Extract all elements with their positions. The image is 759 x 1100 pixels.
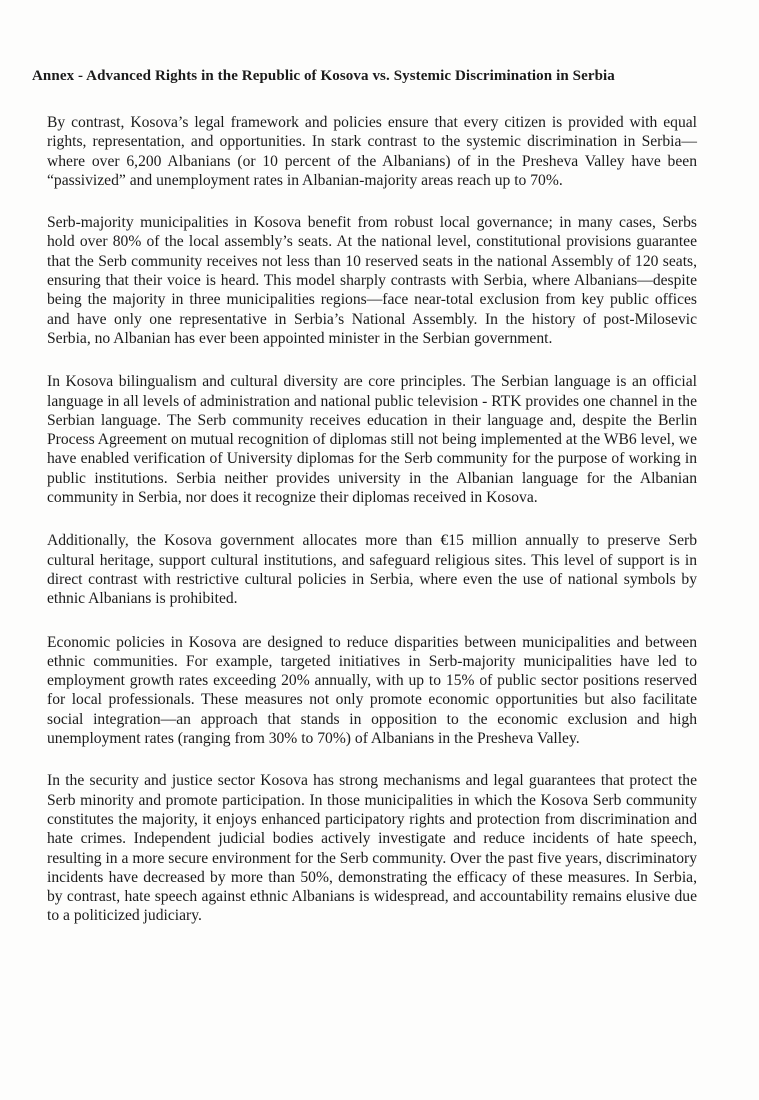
paragraph-intro: By contrast, Kosova’s legal framework and policies ensure that every citizen is provided with equal rights, representation, and opportunities. In stark contrast to the systemic discrimination in Serbia—where over 6,200 Albanians (or 10 percent of the Albanians) of in the Presheva Valley have been “passivized” and unemployment rates in Albanian-majority areas reach up to 70%. [47,114,697,189]
paragraph-bilingualism: In Kosova bilingualism and cultural diversity are core principles. The Serbian language is an official language in all levels of administration and national public television - RTK provides one channel in the Serbian language. The Serb community receives education in their language and, despite the Berlin Process Agreement on mutual recognition of diplomas still not being implemented at the WB6 level, we have enabled verification of University diplomas for the Serb community for the purpose of working in public institutions. Serbia neither provides university in the Albanian language for the Albanian community in Serbia, nor does it recognize their diplomas received in Kosova. [47,373,697,507]
paragraph-security-justice: In the security and justice sector Kosova has strong mechanisms and legal guarantees that protect the Serb minority and promote participation. In those municipalities in which the Kosova Serb community constitutes the majority, it enjoys enhanced participatory rights and protection from discrimination and hate crimes. Independent judicial bodies actively investigate and reduce incidents of hate speech, resulting in a more secure environment for the Serb community. Over the past five years, discriminatory incidents have decreased by more than 50%, demonstrating the efficacy of these measures. In Serbia, by contrast, hate speech against ethnic Albanians is widespread, and accountability remains elusive due to a politicized judiciary. [47,772,697,925]
paragraph-economic-policies: Economic policies in Kosova are designed to reduce disparities between municipalities and between ethnic communities. For example, targeted initiatives in Serb-majority municipalities have led to employment growth rates exceeding 20% annually, with up to 15% of public sector positions reserved for local professionals. These measures not only promote economic opportunities but also facilitate social integration—an approach that stands in opposition to the economic exclusion and high unemployment rates (ranging from 30% to 70%) of Albanians in the Presheva Valley. [47,633,697,748]
document-title: Annex - Advanced Rights in the Republic of Kosova vs. Systemic Discrimination in Serbia [32,68,615,84]
document-body [47,113,697,949]
paragraph-cultural-heritage: Additionally, the Kosova government allocates more than €15 million annually to preserve Serb cultural heritage, support cultural institutions, and safeguard religious sites. This level of support is in direct contrast with restrictive cultural policies in Serbia, where even the use of national symbols by ethnic Albanians is prohibited. [47,532,697,608]
paragraph-governance: Serb-majority municipalities in Kosova benefit from robust local governance; in many cases, Serbs hold over 80% of the local assembly’s seats. At the national level, constitutional provisions guarantee that the Serb community receives not less than 10 reserved seats in the national Assembly of 120 seats, ensuring that their voice is heard. This model sharply contrasts with Serbia, where Albanians—despite being the majority in three municipalities regions—face near-total exclusion from key public offices and have only one representative in Serbia’s National Assembly. In the history of post-Milosevic Serbia, no Albanian has ever been appointed minister in the Serbian government. [47,214,697,347]
